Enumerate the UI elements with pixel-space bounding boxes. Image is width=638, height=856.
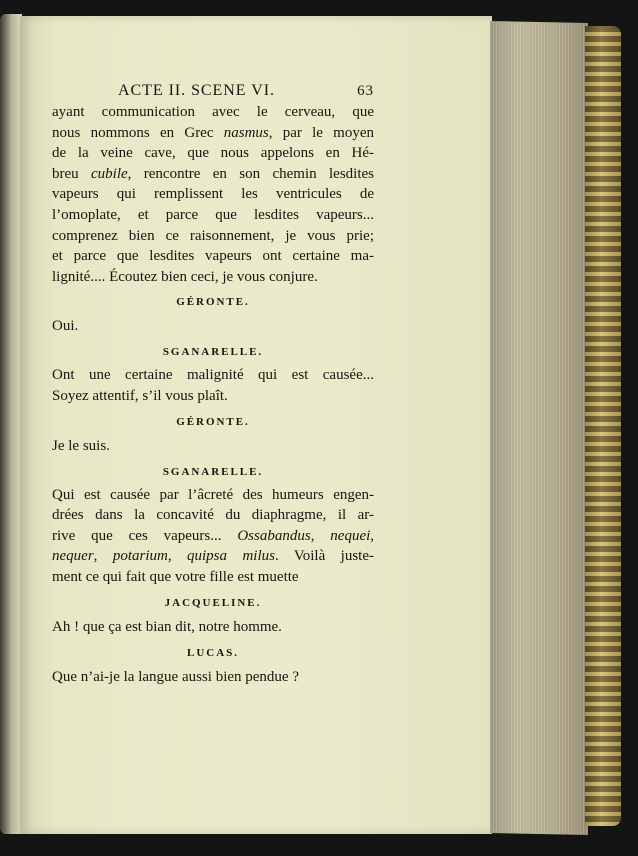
text-line: et parce que lesdites vapeurs ont certaine ma- (52, 248, 374, 265)
text-line: Je le suis. (52, 437, 110, 454)
text-line: breu cubile, rencontre en son chemin lesdites (52, 165, 374, 182)
text-line: l’omoplate, et parce que lesdites vapeurs... (52, 206, 374, 223)
page-number: 63 (357, 83, 374, 99)
text-line: Que n’ai-je la langue aussi bien pendue ? (52, 668, 299, 685)
page-block-edge (490, 21, 588, 835)
text-line: vapeurs qui remplissent les ventricules de (52, 186, 374, 203)
left-page-edge (0, 14, 22, 834)
italic-term: nequei (330, 527, 371, 544)
italic-term: quipsa milus (187, 548, 275, 565)
text-line: Ont une certaine malignité qui est causée... (52, 367, 374, 384)
text-line: Qui est causée par l’âcreté des humeurs engen- (52, 486, 374, 503)
text-line: Oui. (52, 318, 79, 335)
running-header (52, 82, 374, 100)
speech (52, 365, 374, 406)
text-line: Soyez attentif, s’il vous plaît. (52, 387, 228, 404)
speech-continuation (52, 102, 374, 287)
speech (52, 315, 374, 337)
italic-term: Ossabandus (237, 527, 311, 544)
italic-term: nequer (52, 548, 94, 565)
speech (52, 485, 374, 588)
text-line: nous nommons en Grec nasmus, par le moyen (52, 124, 374, 141)
italic-term: nasmus (223, 124, 269, 141)
speaker-name: SGANARELLE. (162, 465, 264, 478)
speaker-name: SGANARELLE. (162, 346, 264, 359)
speaker-name: GÉRONTE. (176, 296, 250, 309)
running-title: ACTE II. SCENE VI. (118, 82, 275, 99)
speaker-name: GÉRONTE. (176, 415, 250, 428)
gilt-spine-edge (585, 26, 621, 826)
speaker-name: JACQUELINE. (164, 596, 262, 609)
text-line: drées dans la concavité du diaphragme, il ar- (52, 507, 374, 524)
italic-term: potarium (112, 548, 168, 565)
text-line: de la veine cave, que nous appelons en Hé- (52, 145, 374, 162)
text-line: ment ce qui fait que votre fille est muette (52, 568, 299, 585)
text-line: ayant communication avec le cerveau, que (52, 104, 374, 120)
speaker-name: LUCAS. (187, 646, 239, 659)
text-line: nequer, potarium, quipsa milus. Voilà juste- (52, 548, 374, 565)
italic-term: cubile (91, 165, 128, 182)
page-text (52, 82, 374, 688)
text-line: rive que ces vapeurs... Ossabandus, nequei, (52, 527, 375, 544)
speech (52, 666, 374, 688)
speech (52, 435, 374, 457)
speech (52, 616, 374, 638)
text-line: lignité.... Écoutez bien ceci, je vous conjure. (52, 268, 318, 285)
text-line: Ah ! que ça est bian dit, notre homme. (52, 618, 282, 635)
text-line: comprenez bien ce raisonnement, je vous prie; (52, 227, 374, 244)
